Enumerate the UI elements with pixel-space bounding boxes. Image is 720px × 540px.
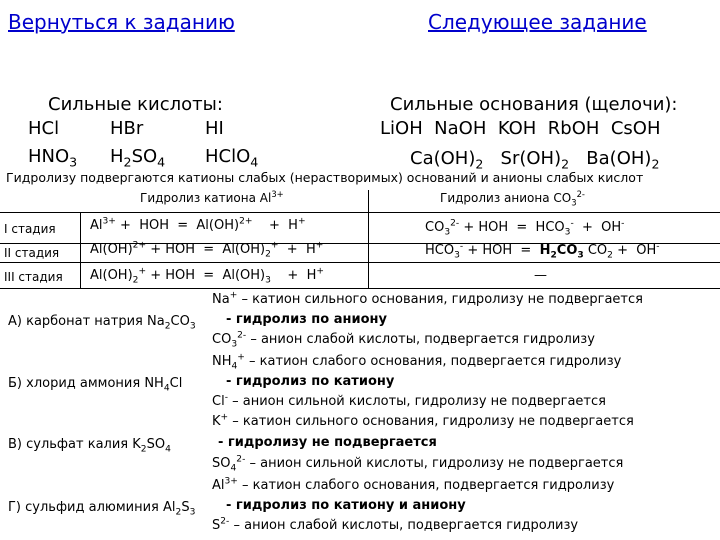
acid-hbr: HBr (110, 118, 144, 139)
anion-eq-2: $HCO_3^-$ + HOH = $H_2CO_3$ $CO_2 + OH^-$ (425, 241, 660, 261)
stage-2-label: II стадия (4, 246, 60, 260)
anion-eq-3: — (534, 268, 547, 283)
stage-3-label: III стадия (4, 270, 63, 284)
table-top-line (0, 212, 720, 213)
anion-eq-1: $CO_3^{2-}$ + HOH = $HCO_3^- + OH^-$ (425, 218, 625, 238)
header-cation-hydrolysis: Гидролиз катиона $Al^{3+}$ (140, 189, 284, 205)
acid-hno3: $HNO_3$ (28, 146, 78, 170)
bases-row2: $Ca(OH)_2$ $Sr(OH)_2$ $Ba(OH)_2$ (410, 148, 660, 172)
salt-d-label: Г) сульфид алюминия $Al_2S_3$ (8, 500, 196, 518)
salt-d-result: - гидролиз по катиону и аниону (226, 498, 466, 513)
table-col-line-2 (368, 190, 369, 288)
acids-title: Сильные кислоты: (48, 94, 223, 115)
next-task-link[interactable]: Следующее задание (428, 10, 647, 34)
header-anion-hydrolysis: Гидролиз аниона $CO_3^{2-}$ (440, 189, 585, 208)
salt-d-anion: $S^{2-}$ – анион слабой кислоты, подвергается гидролизу (212, 516, 579, 533)
salt-a-label: А) карбонат натрия $Na_2CO_3$ (8, 314, 196, 332)
salt-c-result: - гидролизу не подвергается (218, 435, 437, 450)
table-bottom-line (0, 288, 720, 289)
salt-b-result: - гидролиз по катиону (226, 374, 395, 389)
acid-hi: HI (205, 118, 224, 139)
salt-d-cation: $Al^{3+}$ – катион слабого основания, подвергается гидролизу (212, 476, 615, 493)
salt-c-label: В) сульфат калия $K_2SO_4$ (8, 437, 171, 455)
salt-b-label: Б) хлорид аммония $NH_4Cl$ (8, 376, 183, 394)
acid-hcl: HCl (28, 118, 60, 139)
cation-eq-1: $Al^{3+}$ + HOH = Al(OH)$^{2+}$ + H+ (90, 216, 306, 233)
table-row-line-2 (0, 262, 720, 263)
cation-eq-3: $Al(OH)_2^+$ + HOH = $Al(OH)_3$ + H+ (90, 266, 324, 286)
salt-c-cation: K+ – катион сильного основания, гидролизу не подвергается (212, 412, 634, 429)
salt-c-anion: $SO_4^{2-}$ – анион сильной кислоты, гидролизу не подвергается (212, 454, 624, 474)
acid-h2so4: $H_2SO_4$ (110, 146, 166, 170)
salt-a-cation: Na+ – катион сильного основания, гидролизу не подвергается (212, 290, 643, 307)
hydrolysis-note: Гидролизу подвергаются катионы слабых (нерастворимых) оснований и анионы слабых кислот (6, 170, 644, 185)
acid-hclo4: HClO$_4$ (205, 146, 259, 170)
salt-b-anion: Cl- – анион сильной кислоты, гидролизу не подвергается (212, 392, 606, 409)
cation-eq-2: Al(OH)$^{2+}$ + HOH = $Al(OH)_2^+ + H^+$ (90, 240, 324, 260)
table-col-line-1 (80, 212, 81, 288)
back-to-task-link[interactable]: Вернуться к заданию (8, 10, 235, 34)
bases-title: Сильные основания (щелочи): (390, 94, 678, 115)
bases-row1: LiOH NaOH KOH RbOH CsOH (380, 118, 661, 139)
salt-a-anion: $CO_3^{2-}$ – анион слабой кислоты, подвергается гидролизу (212, 330, 595, 350)
stage-1-label: I стадия (4, 222, 56, 236)
salt-b-cation: $NH_4^+$ – катион слабого основания, подвергается гидролизу (212, 352, 622, 372)
salt-a-result: - гидролиз по аниону (226, 312, 387, 327)
